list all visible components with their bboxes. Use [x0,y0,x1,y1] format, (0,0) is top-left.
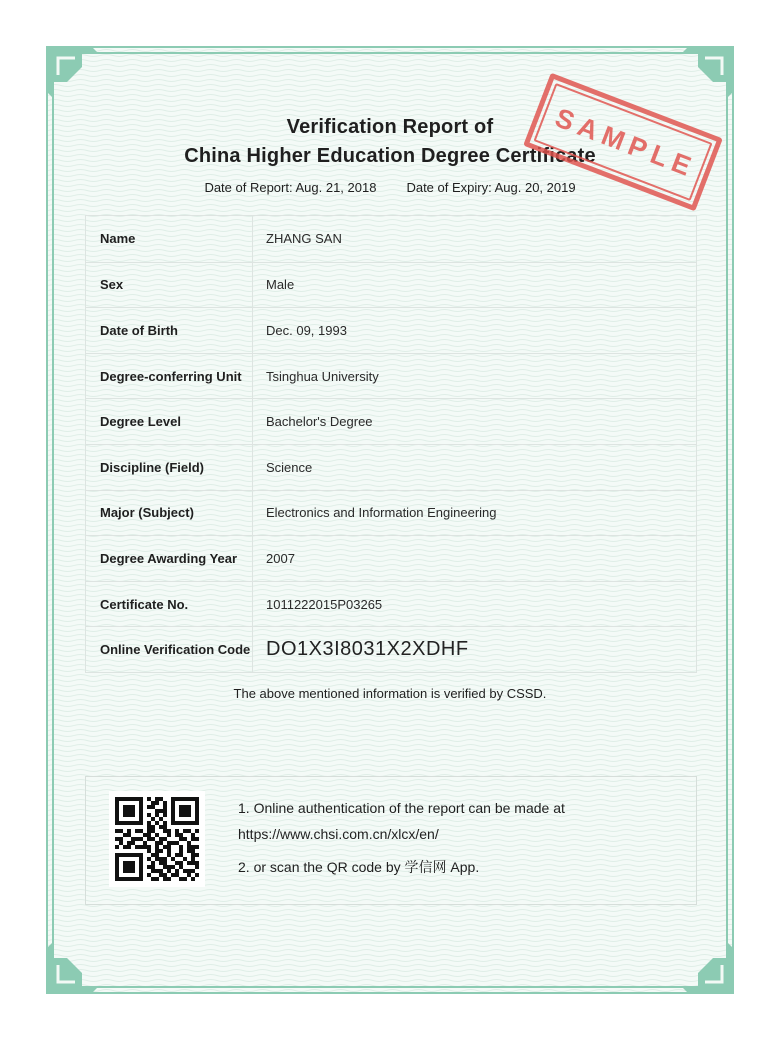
field-label: Date of Birth [86,308,253,353]
table-row-discipline [86,444,696,490]
table-row-certificate-no [86,581,696,627]
field-label: Certificate No. [86,582,253,627]
field-value: Electronics and Information Engineering [266,505,497,521]
field-value: Science [266,459,313,475]
field-value: ZHANG SAN [266,231,342,247]
qr-instruction-box [85,776,697,905]
verified-note: The above mentioned information is verified by CSSD. [233,686,547,701]
table-row-name [86,216,696,262]
field-label: Major (Subject) [86,491,253,536]
qr-instruction-2: 2. or scan the QR code by 学信网 App. [238,859,480,875]
field-label: Discipline (Field) [86,445,253,490]
table-row-major [86,490,696,536]
field-value: Male [266,277,295,293]
field-label: Sex [86,263,253,308]
date-of-expiry: Date of Expiry: Aug. 20, 2019 [406,180,576,195]
field-value: Bachelor's Degree [266,414,373,430]
qr-instruction-1-line1: 1. Online authentication of the report can be made at [238,800,565,816]
field-label: Degree-conferring Unit [86,354,253,399]
field-label: Degree Awarding Year [86,536,253,581]
field-label: Name [86,216,253,262]
field-value: DO1X3I8031X2XDHF [266,638,469,661]
table-row-degree-level [86,398,696,444]
table-row-degree-awarding-year [86,535,696,581]
field-value: Tsinghua University [266,368,379,384]
degree-info-table [85,215,697,673]
qr-code-panel [109,791,205,887]
table-row-online-verification-code [86,626,696,672]
report-title-line1: Verification Report of [286,116,494,138]
field-label: Online Verification Code [86,627,253,672]
field-value: Dec. 09, 1993 [266,322,347,338]
qr-code-icon [115,797,199,881]
field-value: 1011222015P03265 [266,596,383,612]
table-row-sex [86,262,696,308]
table-row-degree-conferring-unit [86,353,696,399]
date-of-report: Date of Report: Aug. 21, 2018 [204,180,377,195]
qr-instruction-1-line2: https://www.chsi.com.cn/xlcx/en/ [238,826,439,842]
table-row-date-of-birth [86,307,696,353]
sample-stamp-text: SAMPLE [551,101,701,184]
field-value: 2007 [266,550,295,566]
report-title-line2: China Higher Education Degree Certificate [184,145,596,167]
field-label: Degree Level [86,399,253,444]
qr-instructions [238,795,682,880]
